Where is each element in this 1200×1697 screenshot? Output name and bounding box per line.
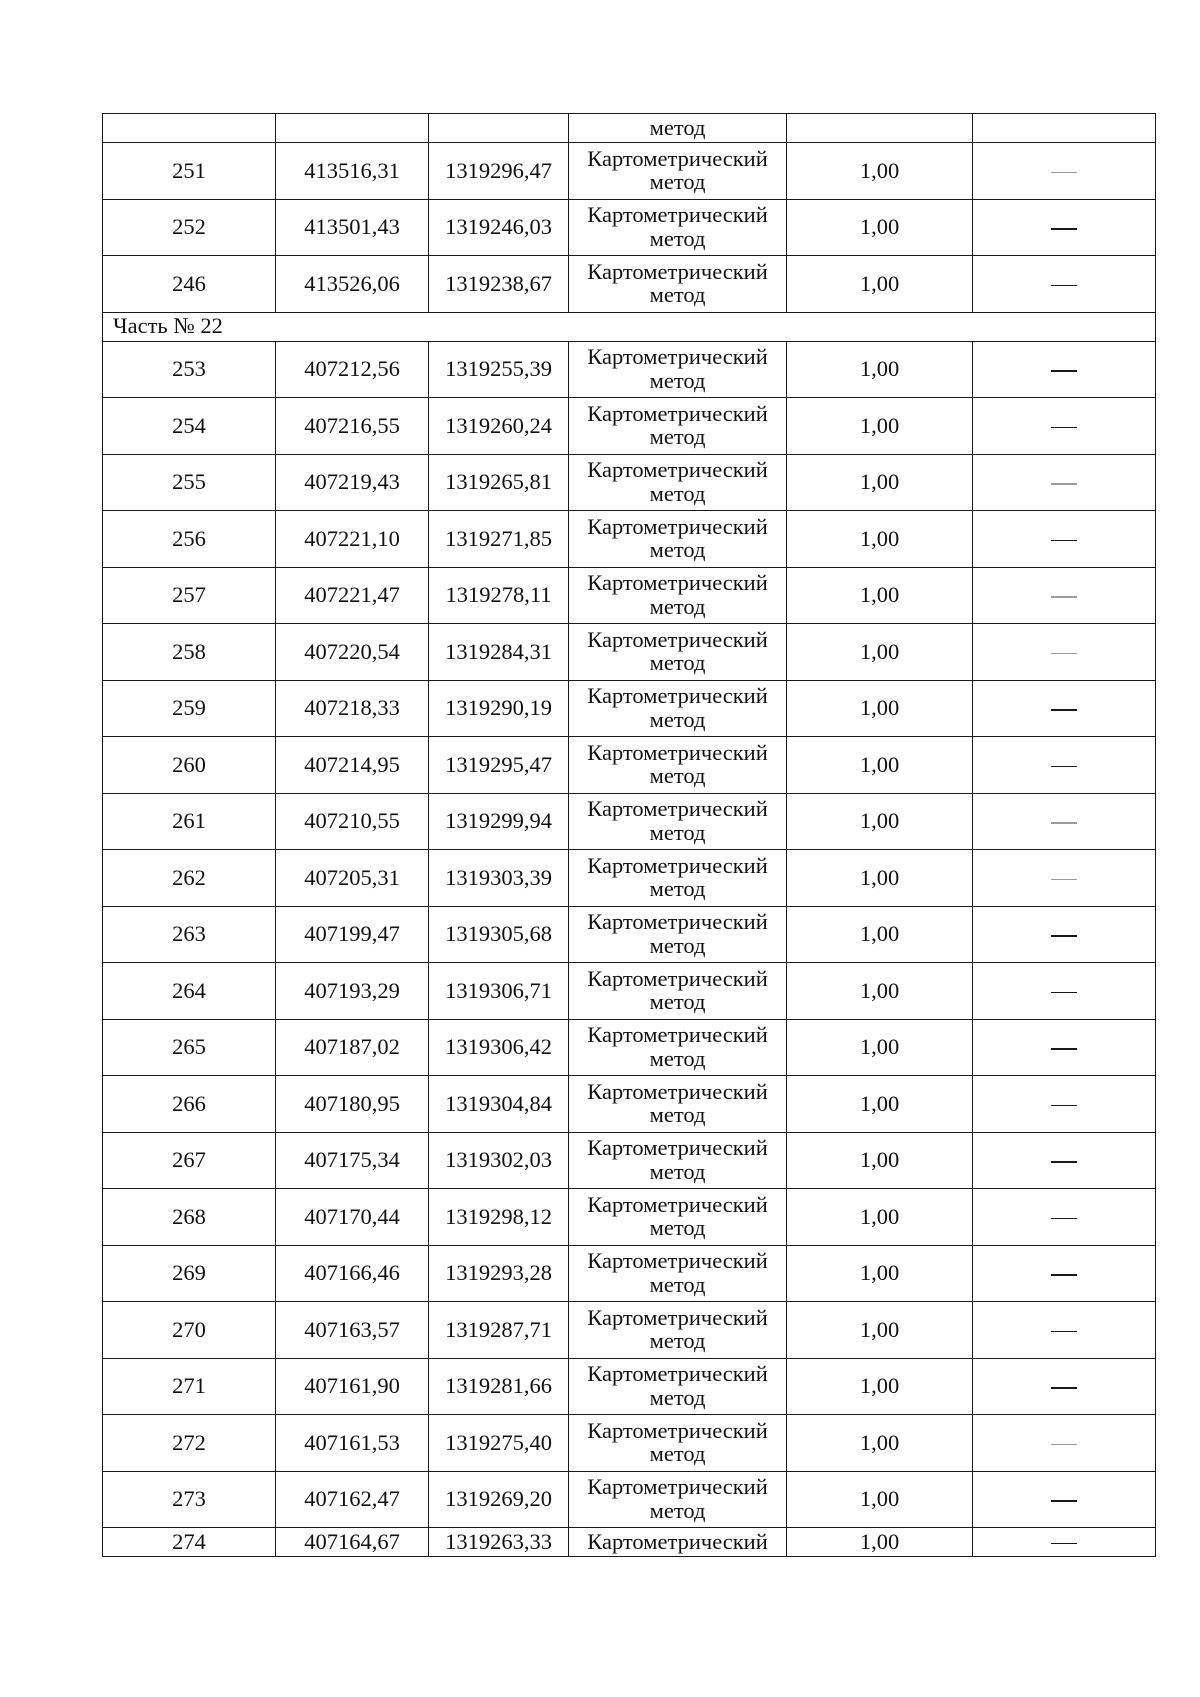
dash-mark	[1051, 1331, 1077, 1333]
accuracy-cell: 1,00	[787, 737, 973, 794]
coordinates-table	[102, 113, 1156, 1557]
method-line-1: Картометрический	[587, 400, 768, 426]
dash-mark	[1051, 879, 1077, 881]
table-row	[103, 1245, 1156, 1302]
dash-mark	[1051, 483, 1077, 485]
x-coordinate-cell: 407193,29	[276, 963, 429, 1020]
x-coordinate-cell: 407199,47	[276, 906, 429, 963]
note-cell	[973, 793, 1156, 850]
accuracy-cell: 1,00	[787, 1076, 973, 1133]
note-cell	[973, 1302, 1156, 1359]
x-coordinate-cell: 407164,67	[276, 1528, 429, 1557]
method-line-2: метод	[649, 650, 706, 676]
note-cell	[973, 1415, 1156, 1472]
y-coordinate-cell: 1319284,31	[429, 624, 569, 681]
method-line-2: метод	[649, 1102, 706, 1128]
x-coordinate-cell: 407166,46	[276, 1245, 429, 1302]
y-coordinate-cell: 1319290,19	[429, 680, 569, 737]
x-coordinate-cell: 407163,57	[276, 1302, 429, 1359]
method-cell	[569, 906, 787, 963]
table-row	[103, 1302, 1156, 1359]
continuation-row	[103, 114, 1156, 143]
note-cell	[973, 1189, 1156, 1246]
method-cell	[569, 1415, 787, 1472]
method-line-1: Картометрический	[587, 1474, 768, 1500]
y-coordinate-cell: 1319263,33	[429, 1528, 569, 1557]
method-cell	[569, 1189, 787, 1246]
point-number-cell: 267	[103, 1132, 276, 1189]
method-line-2: метод	[649, 1045, 706, 1071]
table-row	[103, 793, 1156, 850]
table-row	[103, 511, 1156, 568]
method-line-1: Картометрический	[587, 1191, 768, 1217]
accuracy-cell: 1,00	[787, 256, 973, 313]
accuracy-cell: 1,00	[787, 1528, 973, 1557]
table-row	[103, 341, 1156, 398]
x-coordinate-cell: 407175,34	[276, 1132, 429, 1189]
table-row	[103, 143, 1156, 200]
point-number-cell: 265	[103, 1019, 276, 1076]
method-line-2: метод	[649, 763, 706, 789]
dash-mark	[1051, 709, 1077, 711]
accuracy-cell: 1,00	[787, 1132, 973, 1189]
x-coordinate-cell: 407161,53	[276, 1415, 429, 1472]
accuracy-cell: 1,00	[787, 793, 973, 850]
note-cell	[973, 143, 1156, 200]
y-coordinate-cell: 1319303,39	[429, 850, 569, 907]
method-line-2: метод	[649, 1328, 706, 1354]
y-coordinate-cell: 1319287,71	[429, 1302, 569, 1359]
table-row	[103, 1019, 1156, 1076]
accuracy-cell: 1,00	[787, 1245, 973, 1302]
dash-mark	[1051, 1543, 1077, 1545]
note-cell	[973, 1019, 1156, 1076]
table-row	[103, 1415, 1156, 1472]
method-cell	[569, 567, 787, 624]
point-number-cell: 251	[103, 143, 276, 200]
dash-mark	[1051, 596, 1077, 598]
x-coordinate-cell: 407212,56	[276, 341, 429, 398]
method-line-1: Картометрический	[587, 796, 768, 822]
note-cell	[973, 1358, 1156, 1415]
method-cell	[569, 624, 787, 681]
dash-mark	[1051, 172, 1077, 174]
y-coordinate-cell: 1319306,71	[429, 963, 569, 1020]
method-line-2: метод	[649, 1215, 706, 1241]
method-line-2: метод	[649, 706, 706, 732]
method-cell	[569, 511, 787, 568]
method-line-2: метод	[649, 932, 706, 958]
accuracy-cell: 1,00	[787, 1189, 973, 1246]
x-coordinate-cell: 407162,47	[276, 1471, 429, 1528]
accuracy-cell: 1,00	[787, 906, 973, 963]
method-line-2: метод	[649, 1384, 706, 1410]
note-cell	[973, 454, 1156, 511]
method-cell	[569, 963, 787, 1020]
point-number-cell: 257	[103, 567, 276, 624]
method-line-1: Картометрический	[587, 909, 768, 935]
dash-mark	[1051, 1105, 1077, 1107]
table-row	[103, 906, 1156, 963]
method-line-2: метод	[649, 593, 706, 619]
x-coordinate-cell: 407161,90	[276, 1358, 429, 1415]
note-cell	[973, 680, 1156, 737]
y-coordinate-cell: 1319298,12	[429, 1189, 569, 1246]
table-row	[103, 963, 1156, 1020]
accuracy-cell: 1,00	[787, 1471, 973, 1528]
note-cell	[973, 624, 1156, 681]
note-cell	[973, 737, 1156, 794]
point-number-cell: 274	[103, 1528, 276, 1557]
table-row	[103, 398, 1156, 455]
method-line-2: метод	[649, 876, 706, 902]
method-cell	[569, 256, 787, 313]
accuracy-cell: 1,00	[787, 511, 973, 568]
accuracy-cell: 1,00	[787, 1302, 973, 1359]
x-coordinate-cell: 407220,54	[276, 624, 429, 681]
method-line-1: Картометрический	[587, 683, 768, 709]
method-line-1: Картометрический	[587, 1078, 768, 1104]
x-coordinate-cell: 407214,95	[276, 737, 429, 794]
x-coordinate-cell: 407170,44	[276, 1189, 429, 1246]
dash-mark	[1051, 1500, 1077, 1502]
table-row	[103, 1076, 1156, 1133]
y-coordinate-cell: 1319295,47	[429, 737, 569, 794]
point-number-cell: 271	[103, 1358, 276, 1415]
point-number-cell: 259	[103, 680, 276, 737]
point-number-cell: 266	[103, 1076, 276, 1133]
method-line-1: Картометрический	[587, 739, 768, 765]
method-line-1: Картометрический	[587, 1304, 768, 1330]
method-cell	[569, 1132, 787, 1189]
dash-mark	[1051, 228, 1077, 230]
note-cell	[973, 511, 1156, 568]
method-line-1: Картометрический	[587, 513, 768, 539]
method-cell	[569, 1019, 787, 1076]
method-line-2: метод	[649, 1441, 706, 1467]
method-line-1: Картометрический	[587, 570, 768, 596]
y-coordinate-cell: 1319302,03	[429, 1132, 569, 1189]
y-coordinate-cell: 1319238,67	[429, 256, 569, 313]
table-row	[103, 199, 1156, 256]
method-line-1: Картометрический	[587, 1417, 768, 1443]
table-row	[103, 850, 1156, 907]
method-cell	[569, 1076, 787, 1133]
table-row	[103, 256, 1156, 313]
y-coordinate-cell: 1319305,68	[429, 906, 569, 963]
accuracy-cell: 1,00	[787, 341, 973, 398]
dash-mark	[1051, 766, 1077, 768]
dash-mark	[1051, 540, 1077, 542]
y-coordinate-cell: 1319299,94	[429, 793, 569, 850]
method-cell	[569, 143, 787, 200]
note-cell	[973, 114, 1156, 143]
point-number-cell: 269	[103, 1245, 276, 1302]
dash-mark	[1051, 992, 1077, 994]
accuracy-cell: 1,00	[787, 1019, 973, 1076]
point-number-cell: 273	[103, 1471, 276, 1528]
x-coordinate-cell: 407221,10	[276, 511, 429, 568]
x-coordinate-cell: 407218,33	[276, 680, 429, 737]
point-number-cell: 252	[103, 199, 276, 256]
method-line-2: метод	[649, 989, 706, 1015]
accuracy-cell	[787, 114, 973, 143]
note-cell	[973, 1528, 1156, 1557]
x-coordinate-cell: 407216,55	[276, 398, 429, 455]
part-label: Часть № 22	[103, 312, 1156, 341]
method-line-2: метод	[649, 1271, 706, 1297]
accuracy-cell: 1,00	[787, 850, 973, 907]
method-line-1: Картометрический	[587, 1022, 768, 1048]
note-cell	[973, 1471, 1156, 1528]
table-row	[103, 567, 1156, 624]
dash-mark	[1051, 1048, 1077, 1050]
note-cell	[973, 256, 1156, 313]
method-cell	[569, 341, 787, 398]
method-cell	[569, 398, 787, 455]
dash-mark	[1051, 653, 1077, 655]
accuracy-cell: 1,00	[787, 454, 973, 511]
dash-mark	[1051, 822, 1077, 824]
y-coordinate-cell: 1319255,39	[429, 341, 569, 398]
method-line-1: Картометрический	[587, 1528, 768, 1554]
method-line-1: Картометрический	[587, 145, 768, 171]
x-coordinate-cell: 407205,31	[276, 850, 429, 907]
x-coordinate-cell: 407210,55	[276, 793, 429, 850]
accuracy-cell: 1,00	[787, 1415, 973, 1472]
dash-mark	[1051, 285, 1077, 287]
method-line-2: метод	[649, 282, 706, 308]
table-row	[103, 454, 1156, 511]
table-row	[103, 1189, 1156, 1246]
method-cell	[569, 850, 787, 907]
note-cell	[973, 1245, 1156, 1302]
method-cell	[569, 454, 787, 511]
y-coordinate-cell: 1319306,42	[429, 1019, 569, 1076]
note-cell	[973, 341, 1156, 398]
point-number-cell: 272	[103, 1415, 276, 1472]
point-number-cell: 258	[103, 624, 276, 681]
method-cell	[569, 1528, 787, 1557]
point-number-cell	[103, 114, 276, 143]
coordinates-table-body	[103, 114, 1156, 1557]
x-coordinate-cell: 407221,47	[276, 567, 429, 624]
method-line-2: метод	[649, 225, 706, 251]
y-coordinate-cell: 1319304,84	[429, 1076, 569, 1133]
method-line-1: Картометрический	[587, 258, 768, 284]
dash-mark	[1051, 935, 1077, 937]
y-coordinate-cell: 1319260,24	[429, 398, 569, 455]
y-coordinate-cell: 1319246,03	[429, 199, 569, 256]
x-coordinate-cell: 413526,06	[276, 256, 429, 313]
accuracy-cell: 1,00	[787, 680, 973, 737]
method-line-1: Картометрический	[587, 202, 768, 228]
method-line-1: Картометрический	[587, 965, 768, 991]
y-coordinate-cell	[429, 114, 569, 143]
method-cell	[569, 737, 787, 794]
y-coordinate-cell: 1319293,28	[429, 1245, 569, 1302]
method-line-1: Картометрический	[587, 1361, 768, 1387]
method-line-1: Картометрический	[587, 626, 768, 652]
accuracy-cell: 1,00	[787, 143, 973, 200]
table-row	[103, 1528, 1156, 1557]
note-cell	[973, 963, 1156, 1020]
method-line-2: метод	[649, 819, 706, 845]
x-coordinate-cell: 407187,02	[276, 1019, 429, 1076]
method-cell	[569, 680, 787, 737]
accuracy-cell: 1,00	[787, 624, 973, 681]
note-cell	[973, 398, 1156, 455]
x-coordinate-cell	[276, 114, 429, 143]
point-number-cell: 260	[103, 737, 276, 794]
method-cell	[569, 199, 787, 256]
method-line-1: Картометрический	[587, 1135, 768, 1161]
y-coordinate-cell: 1319281,66	[429, 1358, 569, 1415]
method-line-1: Картометрический	[587, 344, 768, 370]
dash-mark	[1051, 1444, 1077, 1446]
y-coordinate-cell: 1319278,11	[429, 567, 569, 624]
note-cell	[973, 1076, 1156, 1133]
table-row	[103, 1132, 1156, 1189]
dash-mark	[1051, 370, 1077, 372]
table-row	[103, 1358, 1156, 1415]
point-number-cell: 263	[103, 906, 276, 963]
dash-mark	[1051, 1274, 1077, 1276]
note-cell	[973, 1132, 1156, 1189]
y-coordinate-cell: 1319265,81	[429, 454, 569, 511]
accuracy-cell: 1,00	[787, 199, 973, 256]
point-number-cell: 253	[103, 341, 276, 398]
point-number-cell: 254	[103, 398, 276, 455]
accuracy-cell: 1,00	[787, 567, 973, 624]
table-row	[103, 680, 1156, 737]
table-row	[103, 624, 1156, 681]
x-coordinate-cell: 413516,31	[276, 143, 429, 200]
method-line-1: Картометрический	[587, 457, 768, 483]
point-number-cell: 256	[103, 511, 276, 568]
y-coordinate-cell: 1319269,20	[429, 1471, 569, 1528]
dash-mark	[1051, 427, 1077, 429]
method-cell	[569, 1471, 787, 1528]
method-line-2: метод	[649, 537, 706, 563]
x-coordinate-cell: 413501,43	[276, 199, 429, 256]
y-coordinate-cell: 1319271,85	[429, 511, 569, 568]
method-line-1: Картометрический	[587, 1248, 768, 1274]
method-line-1: Картометрический	[587, 852, 768, 878]
y-coordinate-cell: 1319296,47	[429, 143, 569, 200]
method-cell	[569, 1245, 787, 1302]
accuracy-cell: 1,00	[787, 398, 973, 455]
dash-mark	[1051, 1387, 1077, 1389]
point-number-cell: 246	[103, 256, 276, 313]
note-cell	[973, 906, 1156, 963]
method-cell	[569, 793, 787, 850]
note-cell	[973, 199, 1156, 256]
part-header-row	[103, 312, 1156, 341]
x-coordinate-cell: 407219,43	[276, 454, 429, 511]
method-cell	[569, 1302, 787, 1359]
point-number-cell: 255	[103, 454, 276, 511]
table-row	[103, 1471, 1156, 1528]
dash-mark	[1051, 1218, 1077, 1220]
method-cell: метод	[569, 114, 787, 143]
method-line-2: метод	[649, 424, 706, 450]
y-coordinate-cell: 1319275,40	[429, 1415, 569, 1472]
x-coordinate-cell: 407180,95	[276, 1076, 429, 1133]
method-cell	[569, 1358, 787, 1415]
point-number-cell: 270	[103, 1302, 276, 1359]
method-line-2: метод	[649, 169, 706, 195]
note-cell	[973, 567, 1156, 624]
point-number-cell: 262	[103, 850, 276, 907]
table-row	[103, 737, 1156, 794]
dash-mark	[1051, 1161, 1077, 1163]
method-line-2: метод	[649, 1158, 706, 1184]
method-line-2: метод	[649, 1497, 706, 1523]
method-line-2: метод	[649, 367, 706, 393]
point-number-cell: 261	[103, 793, 276, 850]
accuracy-cell: 1,00	[787, 1358, 973, 1415]
method-line-2: метод	[649, 480, 706, 506]
note-cell	[973, 850, 1156, 907]
accuracy-cell: 1,00	[787, 963, 973, 1020]
point-number-cell: 264	[103, 963, 276, 1020]
point-number-cell: 268	[103, 1189, 276, 1246]
